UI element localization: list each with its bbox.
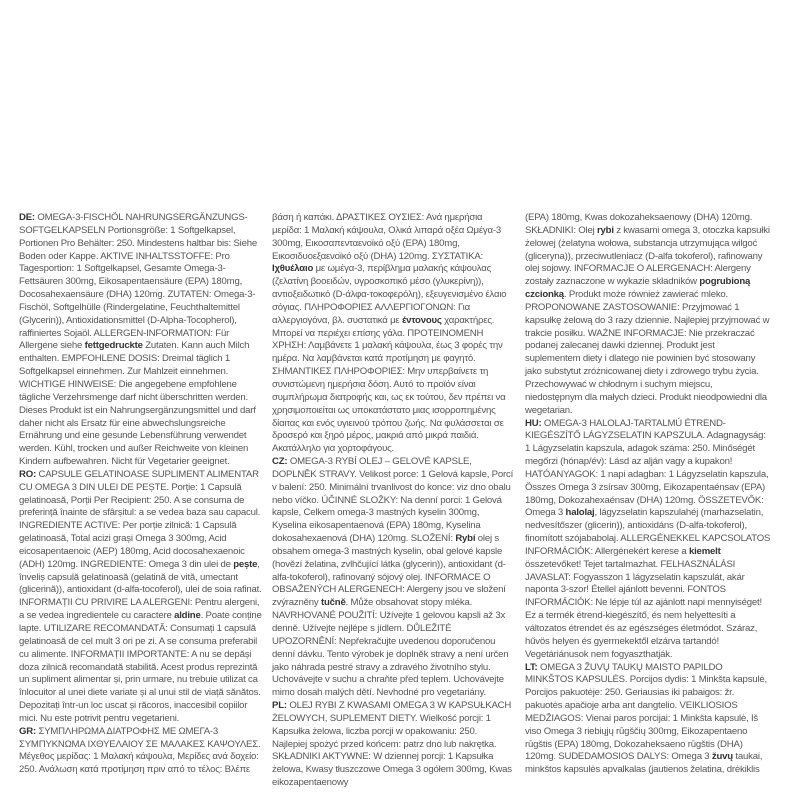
language-block-ro bbox=[19, 469, 263, 726]
bold-allergen-text: kiemelt bbox=[688, 545, 721, 557]
language-code: RO: bbox=[19, 468, 36, 480]
block-text: . Může obsahovat stopy mléka. NAVRHOVANÉ POUŽITÍ: Užívejte 1 gelovou kapsli až 3x denně. Užívejte nejlépe s jídlem. DŮLEŽITÉ UPOZORNĚNÍ: Nepřekračujte uvedenou doporučenou denní dávku. Tento výrobek je doplněk stravy a není určen jako náhrada pestré stravy a zdravého životního stylu. Uchovávejte v suchu a chraňte před teplem. Uchovávejte mimo dosah malých dětí. Nevhodné pro vegetariány. bbox=[272, 597, 509, 699]
block-text: OMEGA-3 HALOLAJ-TARTALMÚ ÉTREND-KIEGÉSZÍTŐ LÁGYZSELATIN KAPSZULA. Adagnagyság: 1 Lágyzselatin kapszula, adagok száma: 250. Minőségét megőrzi (hónap/év): Lásd az alján vagy a kupakon! HATÓANYAGOK: 1 napi adagban: 1 Lágyzselatin kapszula, Összes Omega 3 zsírsav 300mg, Eikozapentaénsav (EPA) 180mg, Dokozahexaénsav (DHA) 120mg. ÖSSZETEVŐK: Omega 3 bbox=[525, 417, 769, 519]
block-text: összetevőket! Tejet tartalmazhat. FELHASZNÁLÁSI JAVASLAT: Fogyasszon 1 lágyzselatin kapszulát, akár naponta 3-szor! Étellel ajánlott bevenni. FONTOS INFORMÁCIÓK: Ne lépje túl az ajánlott napi mennyiséget! Ez a termék étrend-kiegészítő, és nem helyettesíti a változatos étrendet és az egészséges életmódot. Száraz, hűvös helyen és gyermekektől elzárva tartandó! Vegetáriánusok nem fogyaszthatják. bbox=[525, 558, 762, 660]
block-text: olej s obsahem omega-3 mastných kyselin, obal gelové kapsle (hovězí želatina, zvlhčující látka (glycerin)), antioxidant (d-alfa-tokoferol), rafinovaný sójový olej. INFORMACE O OBSAŽENÝCH ALERGENECH: Alergeny jsou ve složení zvýrazněny bbox=[272, 533, 506, 609]
bold-allergen-text: aldine bbox=[174, 610, 201, 622]
block-text: CAPSULE GELATINOASE SUPLIMENT ALIMENTAR CU OMEGA 3 DIN ULEI DE PEȘTE. Porție: 1 Capsulă gelatinoasă, Porții Per Recipient: 250. A se consuma de preferință înainte de sfârșitul: a se vedea baza sau capacul. INGREDIENTE ACTIVE: Per porție zilnică: 1 Capsulă gelatinoasă, Total acizi grași Omega 3 300mg, Acid eicosapentaenoic (AEP) 180mg, Acid docosahexaenoic (ADH) 120mg. INGREDIENTE: Omega 3 din ulei de bbox=[19, 468, 261, 570]
language-block-hu bbox=[525, 418, 771, 662]
bold-allergen-text: žuvų bbox=[711, 751, 733, 763]
language-block-cz bbox=[272, 456, 514, 700]
language-code: GR: bbox=[19, 725, 36, 737]
block-text: (EPA) 180mg, Kwas dokozaheksaenowy (DHA) 120mg. SKŁADNIKI: Olej bbox=[525, 212, 753, 236]
label-column-1 bbox=[19, 212, 263, 777]
block-text: , înveliș capsulă gelatinoasă (gelatină de vită, umectant (glicerină)), antioxidant (d-alfa-tocoferol), ulei de soia rafinat. INFORMAȚII CU PRIVIRE LA ALERGENI: Pentru alergeni, a se vedea ingredientele cu caractere bbox=[19, 558, 262, 622]
block-text: , lágyzselatin kapszulahéj (marhazselatin, nedvesítőszer (glicerin)), antioxidáns (D-alfa-tokoferol), finomított szójababolaj. ALLERGÉNEKKEL KAPCSOLATOS INFORMÁCIÓK: Allergénekért kerese a bbox=[525, 507, 771, 557]
block-text: z kwasami omega 3, otoczka kapsułki żelowej (żelatyna wołowa, substancja utrzymująca wilgoć (gliceryna)), przeciwutleniacz (D-alfa tokoferol), rafinowany olej sojowy. INFORMACJE O ALERGENACH: Alergeny zostały zaznaczone w wykazie składników bbox=[525, 224, 770, 288]
bold-allergen-text: pește bbox=[233, 558, 258, 570]
label-column-3 bbox=[525, 212, 771, 777]
bold-allergen-text: έντονους bbox=[401, 314, 442, 326]
language-block-de bbox=[19, 212, 263, 469]
language-block-lt bbox=[525, 662, 771, 778]
block-text: taukai, minkštos kapsulės apvalkalas (jautienos želatina, drėkiklis bbox=[525, 751, 763, 776]
language-code: CZ: bbox=[272, 456, 288, 468]
block-text: OMEGA-3-FISCHÖL NAHRUNGSERGÄNZUNGS-SOFTGELKAPSELN Portionsgröße: 1 Softgelkapsel, Portionen Pro Behälter: 250. Mindestens haltbar bis: Siehe Boden oder Kappe. AKTIVE INHALTSSTOFFE: Pro Tagesportion: 1 Softgelkapsel, Gesamte Omega-3-Fettsäuren 300mg, Eikosapentaensäure (EPA) 180mg, Docosahexaensäure (DHA) 120mg. ZUTATEN: Omega-3-Fischöl, Softgelhülle (Rindergelatine, Feuchthaltemittel (Glycerin)), Antioxidationsmittel (D-Alpha-Tocopherol), raffiniertes Sojaöl. ALLERGEN-INFORMATION: Für Allergene siehe bbox=[19, 212, 257, 352]
block-text: με ωμέγα-3, περίβλημα μαλακής κάψουλας (ζελατίνη βοοειδών, υγροσκοπικό μέσο (γλυκερίνη)), αντιοξειδωτικό (D-άλφα-τοκοφερόλη), εξευγενισμένο έλαιο σόγιας. ΠΛΗΡΟΦΟΡΙΕΣ ΑΛΛΕΡΓΙΟΓΟΝΩΝ: Για αλλεργιογόνα, βλ. συστατικά με bbox=[272, 263, 507, 326]
language-block-gr bbox=[19, 726, 263, 777]
block-text: OMEGA-3 RYBÍ OLEJ – GELOVÉ KAPSLE, DOPLNĚK STRAVY. Velikost porce: 1 Gelová kapsle, Porcí v balení: 250. Minimální trvanlivost do konce: viz dno obalu nebo víčko. ÚČINNÉ SLOŽKY: Na denní porci: 1 Gelová kapsle, Celkem omega-3 mastných kyselin 300mg, Kyselina eikosapentaenová (EPA) 180mg, Kyselina dokosahexaenová (DHA) 120mg. SLOŽENÍ: bbox=[272, 456, 514, 545]
language-code: LT: bbox=[525, 661, 538, 673]
language-block-continued bbox=[525, 212, 771, 418]
bold-allergen-text: Ιχθυέλαιο bbox=[272, 263, 314, 275]
language-block-pl bbox=[272, 700, 514, 790]
label-column-2 bbox=[272, 212, 514, 790]
block-text: χαρακτήρες. Μπορεί να περιέχει επίσης γάλα. ΠΡΟΤΕΙΝΟΜΕΝΗ ΧΡΗΣΗ: Λαμβάνετε 1 μαλακή κάψουλα, έως 3 φορές την ημέρα. Να λαμβάνεται κατά προτίμηση με φαγητό. ΣΗΜΑΝΤΙΚΕΣ ΠΛΗΡΟΦΟΡΙΕΣ: Μην υπερβαίνετε τη συνιστώμενη ημερήσια δόση. Αυτό το προϊόν είναι συμπλήρωμα διατροφής και, ως εκ τούτου, δεν πρέπει να χρησιμοποιείται ως υποκατάστατο μιας ισορροπημένης δίαιτας και ενός υγιεινού τρόπου ζωής. Να φυλάσσεται σε δροσερό και ξηρό μέρος, μακριά από μικρά παιδιά. Ακατάλληλο για χορτοφάγους. bbox=[272, 314, 506, 455]
block-text: OMEGA 3 ŽUVŲ TAUKŲ MAISTO PAPILDO MINKŠTOS KAPSULĖS. Porcijos dydis: 1 Minkšta kapsulė, Porcijos pakuotėje: 250. Geriausias iki pabaigos: žr. pakuotės apačioje arba ant dangtelio. VEIKLIOSIOS MEDŽIAGOS: Vienai paros porcijai: 1 Minkšta kapsulė, Iš viso Omega 3 riebiųjų rūgščių 300mg, Eikozapentaeno rūgštis (EPA) 180mg, Dokozaheksaeno rūgštis (DHA) 120mg. SUDEDAMOSIOS DALYS: Omega 3 bbox=[525, 661, 767, 763]
block-text: ΣΥΜΠΛΗΡΩΜΑ ΔΙΑΤΡΟΦΗΣ ΜΕ ΩΜΕΓΑ-3 ΣΥΜΠΥΚΝΩΜΑ ΙΧΘΥΕΛΑΙΟΥ ΣΕ ΜΑΛΑΚΕΣ ΚΑΨΟΥΛΕΣ. Μέγεθος μερίδας: 1 Μαλακή κάψουλα, Μερίδες ανά δοχείο: 250. Ανάλωση κατά προτίμηση πριν από το τέλος: Βλέπε bbox=[19, 725, 261, 776]
bold-allergen-text: fettgedruckte bbox=[84, 340, 143, 352]
bold-allergen-text: rybi bbox=[596, 224, 614, 236]
language-code: HU: bbox=[525, 417, 542, 429]
bold-allergen-text: Rybí bbox=[455, 533, 476, 545]
block-text: OLEJ RYBI Z KWASAMI OMEGA 3 W KAPSUŁKACH ŻELOWYCH, SUPLEMENT DIETY. Wielkość porcji: 1 Kapsułka żelowa, liczba porcji w opakowaniu: 250. Najlepiej spożyć przed końcem: patrz dno lub nakrętka. SKŁADNIKI AKTYWNE: W dziennej porcji: 1 Kapsułka żelowa, Kwasy tłuszczowe Omega 3 ogółem 300mg, Kwas eikozapentaenowy bbox=[272, 700, 512, 789]
block-text: Zutaten. Kann auch Milch enthalten. EMPFOHLENE DOSIS: Dreimal täglich 1 Softgelkapsel einnehmen. Zur Mahlzeit einnehmen. WICHTIGE HINWEISE: Die angegebene empfohlene tägliche Verzehrsmenge darf nicht überschritten werden. Dieses Produkt ist ein Nahrungsergänzungsmittel und darf daher nicht als Ersatz für eine abwechslungsreiche Ernährung und eine gesunde Lebensführung verwendet werden. Kühl, trocken und außer Reichweite von kleinen Kindern aufbewahren. Nicht für Vegetarier geeignet. bbox=[19, 340, 256, 468]
language-code: PL: bbox=[272, 700, 287, 712]
block-text: βάση ή καπάκι. ΔΡΑΣΤΙΚΕΣ ΟΥΣΙΕΣ: Ανά ημερήσια μερίδα: 1 Μαλακή κάψουλα, Ολικά λιπαρά οξέα Ωμέγα-3 300mg, Εικοσαπενταενοϊκό οξύ (EPA) 180mg, Εικοσιδυοεξαενοϊκό οξύ (DHA) 120mg. ΣΥΣΤΑΤΙΚΑ: bbox=[272, 212, 502, 262]
bold-allergen-text: halolaj bbox=[565, 507, 595, 519]
bold-allergen-text: tučně bbox=[321, 597, 346, 609]
block-text: . Poate conține lapte. UTILIZARE RECOMANDATĂ: Consumați 1 capsulă gelatinoasă de cel mult 3 ori pe zi. A se consuma preferabil cu alimente. INFORMAȚII IMPORTANTE: A nu se depăși doza zilnică recomandată stabilită. Acest produs reprezintă un supliment alimentar și, prin urmare, nu trebuie utilizat ca înlocuitor al unei diete variate și al unui stil de viață sănătos. Depozitați într-un loc uscat și răcoros, inaccesibil copiilor mici. Nu este potrivit pentru vegetarieni. bbox=[19, 610, 262, 724]
bold-allergen-text: pogrubioną czcionką bbox=[525, 276, 751, 301]
language-block-continued bbox=[272, 212, 514, 456]
block-text: . Produkt może również zawierać mleko. PROPONOWANE ZASTOSOWANIE: Przyjmować 1 kapsułkę żelową do 3 razy dziennie. Najlepiej przyjmować w trakcie posiłku. WAŻNE INFORMACJE: Nie przekraczać podanej zalecanej dawki dziennej. Produkt jest suplementem diety i dlatego nie powinien być stosowany jako substytut zróżnicowanej diety i zdrowego trybu życia. Przechowywać w chłodnym i suchym miejscu, niedostępnym dla małych dzieci. Produkt nieodpowiedni dla wegetarian. bbox=[525, 289, 770, 416]
language-code: DE: bbox=[19, 212, 35, 223]
